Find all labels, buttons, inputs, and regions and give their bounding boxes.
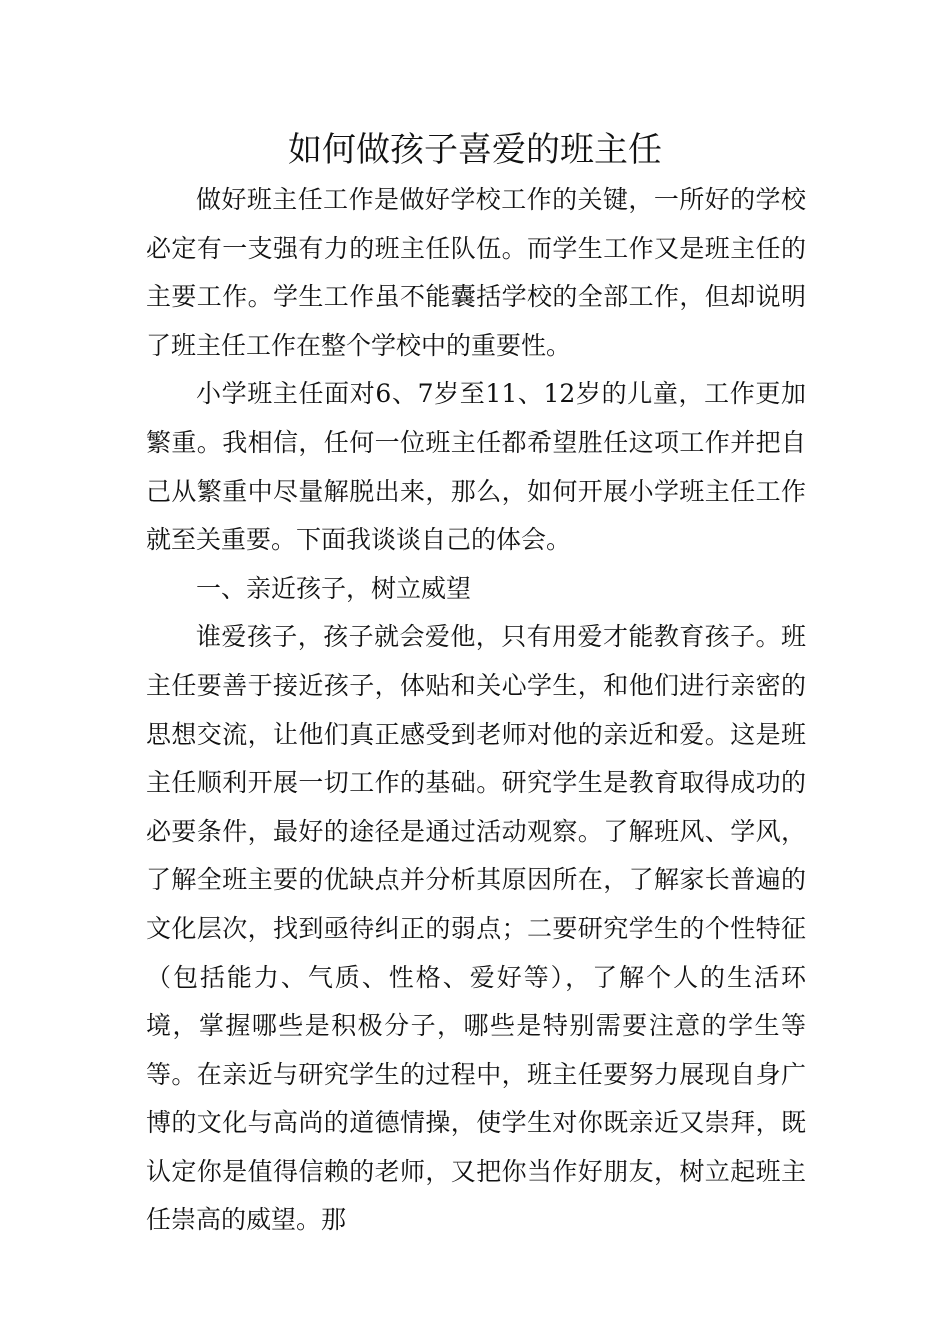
section-heading-1: 一、亲近孩子，树立威望	[196, 573, 472, 603]
paragraph-intro: 做好班主任工作是做好学校工作的关键，一所好的学校必定有一支强有力的班主任队伍。而学生工作又是班主任的主要工作。学生工作虽不能囊括学校的全部工作，但却说明了班主任工作在整个学校中的重要性。	[146, 185, 806, 360]
document-body	[146, 176, 806, 1245]
paragraph-section-1: 谁爱孩子，孩子就会爱他，只有用爱才能教育孩子。班主任要善于接近孩子，体贴和关心学生，和他们进行亲密的思想交流，让他们真正感受到老师对他的亲近和爱。这是班主任顺利开展一切工作的基础。研究学生是教育取得成功的必要条件，最好的途径是通过活动观察。了解班风、学风，了解全班主要的优缺点并分析其原因所在，了解家长普遍的文化层次，找到亟待纠正的弱点；二要研究学生的个性特征（包括能力、气质、性格、爱好等），了解个人的生活环境，掌握哪些是积极分子，哪些是特别需要注意的学生等等。在亲近与研究学生的过程中，班主任要努力展现自身广博的文化与高尚的道德情操，使学生对你既亲近又崇拜，既认定你是值得信赖的老师，又把你当作好朋友，树立起班主任崇高的威望。那	[146, 622, 806, 1235]
paragraph-context: 小学班主任面对6、7岁至11、12岁的儿童，工作更加繁重。我相信，任何一位班主任都希望胜任这项工作并把自己从繁重中尽量解脱出来，那么，如何开展小学班主任工作就至关重要。下面我谈谈自己的体会。	[146, 379, 806, 555]
document-title: 如何做孩子喜爱的班主任	[288, 130, 662, 170]
